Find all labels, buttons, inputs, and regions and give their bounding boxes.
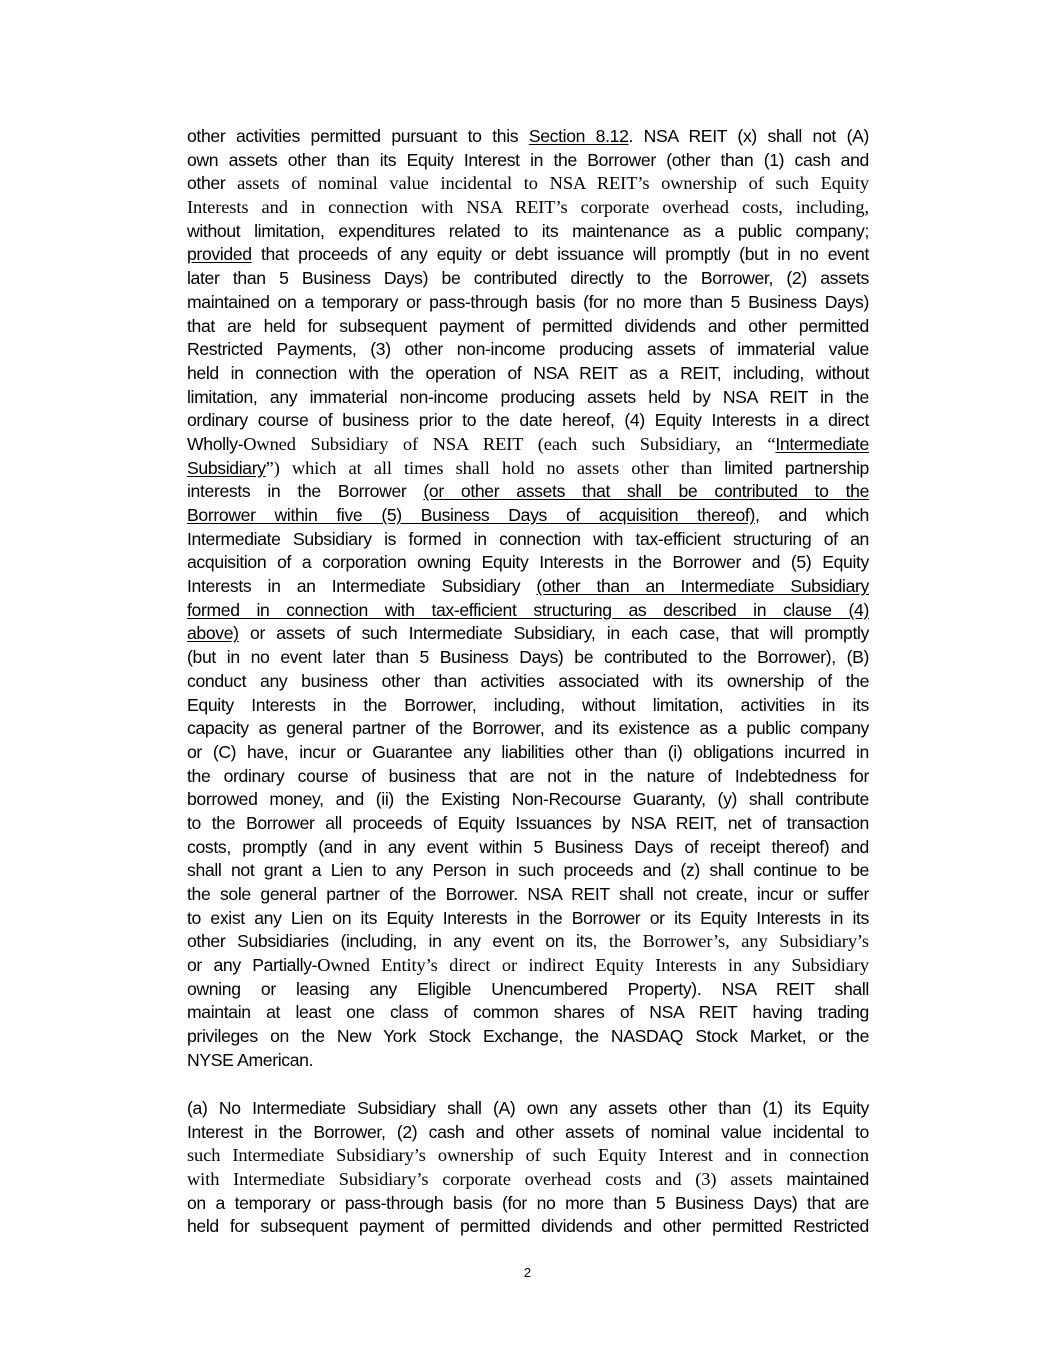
text-line [187,717,869,741]
text-line [187,243,869,267]
text-line [187,386,869,410]
text-line [187,1097,869,1121]
text-segment: own assets other than its Equity Interest in the Borrower (other than (1) cash and [187,149,869,170]
text-line [187,859,869,883]
text-line [187,883,869,907]
text-segment: limited partnership [724,457,869,478]
text-segment: Intermediate Subsidiary is formed in connection with tax-efficient structuring of an [187,528,869,549]
text-segment: capacity as general partner of the Borrower, and its existence as a public company [187,718,869,739]
text-segment: privileges on the New York Stock Exchange, the NASDAQ Stock Market, or the [187,1026,869,1047]
text-line [187,480,869,504]
text-segment: acquisition of a corporation owning Equity Interests in the Borrower and (5) Equity [187,552,869,573]
text-line [187,362,869,386]
text-line [187,954,869,978]
page-number: 2 [523,1265,532,1280]
text-segment: (but in no event later than 5 Business Days) be contributed to the Borrower), (B) [187,647,869,668]
text-line [187,978,869,1002]
text-segment: Interests in an Intermediate Subsidiary [187,576,537,597]
text-segment: conduct any business other than activities associated with its ownership of the [187,670,869,691]
text-segment: ordinary course of business prior to the date hereof, (4) Equity Interests in a direct [187,410,869,431]
text-line [187,1049,869,1073]
text-line [187,172,869,196]
text-line [187,220,869,244]
text-line [187,504,869,528]
text-segment: that are held for subsequent payment of permitted dividends and other permitted [187,315,869,336]
text-segment: Interest in the Borrower, (2) cash and other assets of nominal value incidental to [187,1121,869,1142]
text-segment: maintained on a temporary or pass-through basis (for no more than 5 Business Days) [187,291,869,312]
text-line [187,741,869,765]
text-segment: with Intermediate Subsidiary’s corporate overhead costs and (3) assets [187,1169,787,1190]
text-segment: (a) No Intermediate Subsidiary shall (A) own any assets other than (1) its Equity [187,1098,869,1118]
text-line [187,788,869,812]
text-line [187,599,869,623]
text-segment: Equity Interests in the Borrower, including, without limitation, activities in its [187,694,869,715]
underlined-text: (or other assets that shall be contributed to the [423,481,870,502]
text-line [187,646,869,670]
text-segment: or (C) have, incur or Guarantee any liabilities other than (i) obligations incurred in [187,741,869,762]
text-line [187,528,869,552]
text-line [187,315,869,339]
text-segment: Owned Entity’s direct or indirect Equity Interests in any Subsidiary [317,955,869,976]
text-segment: Wholly- [187,433,244,454]
text-line [187,1168,869,1192]
underlined-text: Intermediate [775,433,869,454]
text-segment: the Borrower’s, any Subsidiary’s [608,931,869,952]
text-line [187,836,869,860]
paragraph-intro [187,125,869,1073]
text-segment: that proceeds of any equity or debt issuance will promptly (but in no event [251,244,869,265]
text-segment: limitation, any immaterial non-income producing assets held by NSA REIT in the [187,386,869,407]
underlined-text: (other than an Intermediate Subsidiary [536,576,869,597]
text-segment: borrowed money, and (ii) the Existing Non-Recourse Guaranty, (y) shall contribute [187,789,869,810]
text-line [187,457,869,481]
text-line [187,409,869,433]
text-line [187,291,869,315]
text-segment: NYSE American. [187,1049,314,1070]
text-segment: held in connection with the operation of NSA REIT as a REIT, including, without [187,362,869,383]
text-segment: shall not grant a Lien to any Person in such proceeds and (z) shall continue to be [187,860,869,881]
text-segment: or any Partially- [187,955,318,976]
text-segment: costs, promptly (and in any event within 5 Business Days of receipt thereof) and [187,836,869,857]
text-line [187,551,869,575]
text-line [187,125,869,149]
underlined-text: Borrower within five (5) Business Days of acquisition thereof) [187,505,755,525]
text-line [187,149,869,173]
text-segment: maintained [786,1169,869,1190]
underlined-text: above) [187,623,239,644]
text-segment: without limitation, expenditures related to its maintenance as a public company; [187,220,869,241]
text-line [187,907,869,931]
text-segment: such Intermediate Subsidiary’s ownership of such Equity Interest and in connection [187,1145,869,1166]
text-line [187,338,869,362]
text-segment: other [187,173,238,194]
text-segment: interests in the Borrower [187,481,424,502]
text-segment: Owned Subsidiary of NSA REIT (each such Subsidiary, an “ [243,433,776,454]
text-line [187,622,869,646]
text-line [187,433,869,457]
text-line [187,1192,869,1216]
text-segment: other Subsidiaries (including, in any event on its, [187,931,609,952]
text-line [187,670,869,694]
text-segment: ”) which at all times shall hold no assets other than [265,457,725,478]
text-line [187,196,869,220]
text-line [187,1001,869,1025]
text-segment: to exist any Lien on its Equity Interests in the Borrower or its Equity Interests in its [187,907,869,928]
text-segment: to the Borrower all proceeds of Equity Issuances by NSA REIT, net of transaction [187,812,869,833]
text-line [187,1025,869,1049]
underlined-text: provided [187,244,252,265]
text-line [187,1121,869,1145]
text-segment: held for subsequent payment of permitted dividends and other permitted Restricted [187,1216,869,1237]
text-line [187,694,869,718]
text-segment: on a temporary or pass-through basis (for no more than 5 Business Days) that are [187,1192,869,1213]
text-line [187,765,869,789]
text-line [187,575,869,599]
text-line [187,812,869,836]
text-segment: the ordinary course of business that are not in the nature of Indebtedness for [187,765,869,786]
text-segment: maintain at least one class of common shares of NSA REIT having trading [187,1002,869,1023]
text-segment: assets of nominal value incidental to NSA REIT’s ownership of such Equity [237,173,870,194]
text-line [187,267,869,291]
text-line [187,1215,869,1239]
text-line [187,930,869,954]
text-segment: Interests and in connection with NSA REIT’s corporate overhead costs, including, [187,197,869,218]
underlined-text: formed in connection with tax-efficient structuring as described in clause (4) [187,599,869,620]
text-line [187,1144,869,1168]
text-segment: , and which [754,505,869,525]
paragraph-clause-a [187,1097,869,1239]
underlined-text: Section 8.12 [528,126,629,146]
text-segment: . NSA REIT (x) shall not (A) [628,126,869,146]
underlined-text: Subsidiary [187,457,266,478]
text-segment: or assets of such Intermediate Subsidiary, in each case, that will promptly [238,623,869,644]
text-segment: owning or leasing any Eligible Unencumbered Property). NSA REIT shall [187,978,869,999]
text-segment: the sole general partner of the Borrower. NSA REIT shall not create, incur or suffer [187,884,869,904]
text-segment: other activities permitted pursuant to this [187,126,529,146]
text-segment: Restricted Payments, (3) other non-income producing assets of immaterial value [187,339,869,360]
text-segment: later than 5 Business Days) be contributed directly to the Borrower, (2) assets [187,268,869,289]
